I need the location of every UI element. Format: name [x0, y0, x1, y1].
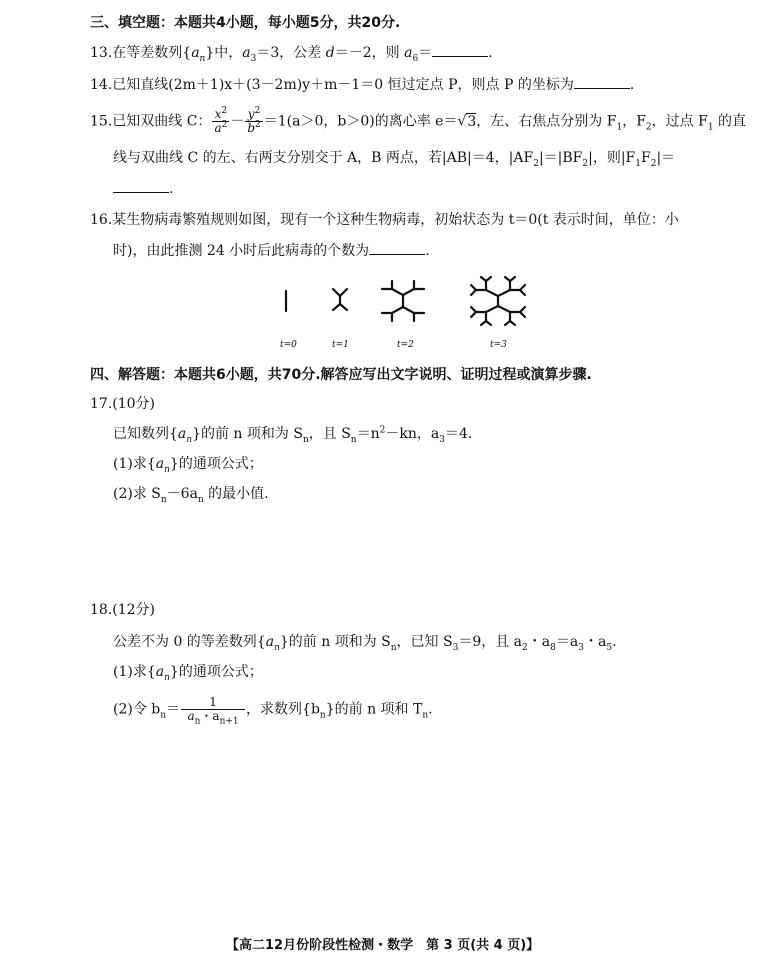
question-17-part-2: (2)求 $S_n-6a_n$ 的最小值. [113, 486, 269, 505]
question-18-stem: 公差不为 0 的等差数列$\{a_n\}$的前 n 项和为 $S_n$，已知 $S_3=9$，且 $a_2$・$a_8=a_3$・$a_5$. [113, 634, 617, 653]
label-t2: t=2 [397, 340, 414, 350]
page-footer: 【高二12月份阶段性检测・数学 第 3 页(共 4 页)】 [226, 938, 540, 953]
question-14: 14.已知直线(2m＋1)x＋(3－2m)y＋m－1＝0 恒过定点 P，则点 P 的坐标为 . [90, 74, 634, 95]
question-18-part-1: (1)求$\{a_n\}$的通项公式； [113, 664, 263, 683]
question-17-stem: 已知数列$\{a_n\}$的前 n 项和为 $S_n$，且 $S_n=n^2-kn$，$a_3=4$. [113, 425, 473, 445]
question-18-head: 18.(12分) [90, 602, 156, 618]
question-17-part-1: (1)求$\{a_n\}$的通项公式； [113, 456, 263, 475]
virus-t1 [333, 289, 347, 310]
question-15-line-2: 线与双曲线 C 的左、右两支分别交于 A，B 两点，若|AB|＝4，$|AF_2|=|BF_2|$，则$|F_1F_2|=$ [113, 150, 676, 169]
question-17-head: 17.(10分) [90, 396, 156, 412]
question-13: 13.在等差数列$\{a_n\}$中，$a_3=3$，公差 d＝－2，则 $a_6=$ . [90, 42, 493, 63]
question-16-line-1: 16.某生物病毒繁殖规则如图，现有一个这种生物病毒，初始状态为 t＝0(t 表示时间，单位：小 [90, 212, 679, 228]
question-16-line-2: 时)，由此推测 24 小时后此病毒的个数为 . [113, 240, 430, 261]
label-t1: t=1 [332, 340, 349, 350]
question-15-line-1: 15.已知双曲线 C： $\frac{x^2}{a^2}$ － $\frac{y^2}{b^2}$ ＝1(a＞0，b＞0)的离心率 e＝√3，左、右焦点分别为 $F_1$，$F_2$，过点 $F_1$ 的直 [90, 106, 747, 135]
answer-blank-16[interactable] [369, 240, 425, 255]
virus-t2 [382, 281, 424, 321]
section-4-title: 四、解答题：本题共6小题，共70分.解答应写出文字说明、证明过程或演算步骤. [90, 367, 592, 383]
virus-growth-figure [270, 276, 540, 334]
answer-blank-13[interactable] [432, 42, 488, 57]
question-15-line-3: . [113, 178, 173, 199]
question-18-part-2: (2)令 $b_n=$ $\frac{1}{a_n・a_{n+1}}$ ，求数列$\{b_n\}$的前 n 项和 $T_n$. [113, 695, 433, 727]
label-t3: t=3 [490, 340, 507, 350]
answer-blank-15[interactable] [113, 178, 169, 193]
answer-blank-14[interactable] [574, 74, 630, 89]
fraction: $\frac{1}{a_n・a_{n+1}}$ [181, 696, 245, 723]
label-t0: t=0 [280, 340, 297, 350]
section-3-title: 三、填空题：本题共4小题，每小题5分，共20分. [90, 15, 401, 31]
virus-t3 [471, 277, 525, 325]
